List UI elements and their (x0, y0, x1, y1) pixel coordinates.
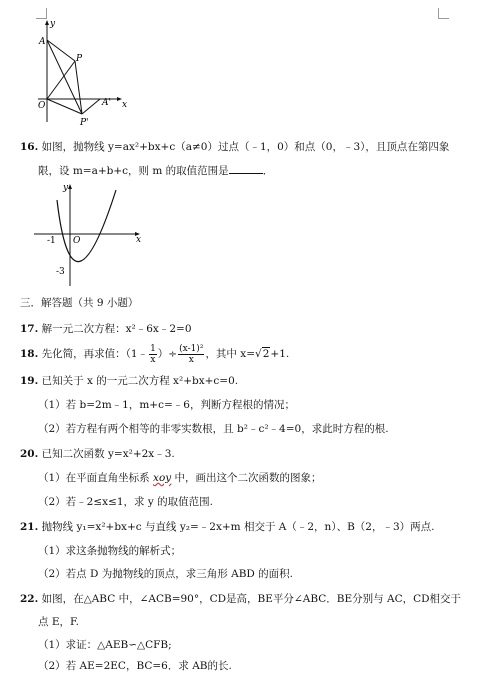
q16-text-line2: 限，设 m=a+b+c，则 m 的取值范围是 (38, 165, 229, 177)
q18-fraction-2 (178, 344, 204, 365)
q19-part2: （2）若方程有两个相等的非零实数根，且 b²﹣c²﹣4=0，求此时方程的根. (38, 423, 389, 435)
label-a: A (39, 37, 46, 47)
q21-part2: （2）若点 D 为抛物线的顶点，求三角形 ABD 的面积. (38, 568, 294, 580)
q19 (20, 374, 238, 388)
q18-text-post2: +1. (270, 348, 290, 360)
q18-fraction-1-numerator: 1 (150, 343, 156, 354)
segment-o-pprime (47, 99, 82, 114)
section-3-heading: 三．解答题（共 9 小题） (20, 297, 139, 309)
label-aprime: A' (102, 98, 111, 108)
q20-part2: （2）若﹣2≤x≤1，求 y 的取值范围. (38, 496, 214, 508)
q18-text-pre: 先化简，再求值：（1﹣ (41, 348, 149, 360)
q18-fraction-1-denominator: x (150, 354, 156, 365)
segment-p-o (47, 61, 75, 99)
q21-number: 21. (20, 521, 39, 533)
q16-line1 (20, 140, 449, 154)
q22-number: 22. (20, 593, 39, 605)
label-y: y (63, 183, 69, 193)
q18-fraction-2-denominator: x (188, 354, 194, 365)
figure-parabola (30, 178, 155, 290)
label-o: O (73, 236, 81, 246)
q17-text: 解一元二次方程：x²﹣6x﹣2=0 (41, 323, 192, 335)
y-axis-arrow (45, 20, 49, 25)
label-o: O (38, 101, 46, 111)
q22-text-line1: 如图，在△ABC 中，∠ACB=90°，CD是高，BE平分∠ABC．BE分别与 AC，CD相交于 (41, 593, 462, 605)
q16-text-line1: 如图，抛物线 y=ax²+bx+c（a≠0）过点（﹣1，0）和点（0，﹣3），且顶点在第四象 (41, 141, 450, 153)
label-x: x (136, 235, 142, 245)
q18-number: 18. (20, 348, 39, 360)
q20-part1 (38, 471, 322, 485)
q18-fraction-1 (149, 344, 157, 365)
label-pprime: P' (80, 118, 89, 128)
q18-radicand: 2 (262, 348, 270, 360)
label-y: y (50, 19, 56, 29)
q20 (20, 447, 175, 461)
segment-a-p (47, 40, 75, 61)
sqrt-sign: √ (255, 348, 262, 360)
parabola-curve (57, 190, 116, 262)
q17 (20, 322, 192, 336)
q19-text: 已知关于 x 的一元二次方程 x²+bx+c=0. (41, 375, 239, 387)
q21-part1: （1）求这条抛物线的解析式； (38, 545, 182, 557)
label-neg1: -1 (47, 236, 56, 246)
q18-text-post1: ，其中 x= (205, 348, 255, 360)
q22-line2: 点 E，F. (38, 616, 79, 628)
segment-pprime-aprime (82, 99, 100, 114)
q20-text: 已知二次函数 y=x²+2x﹣3. (41, 448, 175, 460)
q18-text-mid: ）÷ (157, 348, 178, 360)
q18-fraction-2-numerator: (x-1)² (179, 343, 204, 354)
q16-answer-blank[interactable] (229, 163, 263, 174)
figure-reflection-diagram (30, 14, 140, 134)
q22-part2: （2）若 AE=2EC，BC=6．求 AB的长. (38, 660, 232, 672)
y-axis-arrow (68, 184, 72, 189)
q19-part1: （1）若 b=2m﹣1，m+c=﹣6，判断方程根的情况； (38, 399, 295, 411)
q16-line2 (38, 163, 273, 178)
q18 (20, 343, 289, 365)
q20-part1-a: （1）在平面直角坐标系 (38, 472, 154, 484)
q21-text: 抛物线 y₁=x²+bx+c 与直线 y₂=﹣2x+m 相交于 A（﹣2，n）、B（2，﹣3）两点. (41, 521, 435, 533)
label-neg3: -3 (56, 267, 65, 277)
q20-xoy: xoy (153, 472, 172, 484)
q22 (20, 592, 461, 606)
q16-text-end: ． (262, 165, 274, 177)
q16-number: 16. (20, 141, 39, 153)
q17-number: 17. (20, 323, 39, 335)
q22-part1: （1）求证：△AEB∽△CFB; (38, 639, 172, 651)
crop-mark-top-right (438, 8, 449, 19)
label-p: P (76, 54, 83, 64)
q20-number: 20. (20, 448, 39, 460)
q19-number: 19. (20, 375, 39, 387)
q21 (20, 520, 435, 534)
q20-part1-b: 中，画出这个二次函数的图象； (171, 472, 322, 484)
label-x: x (122, 100, 128, 110)
